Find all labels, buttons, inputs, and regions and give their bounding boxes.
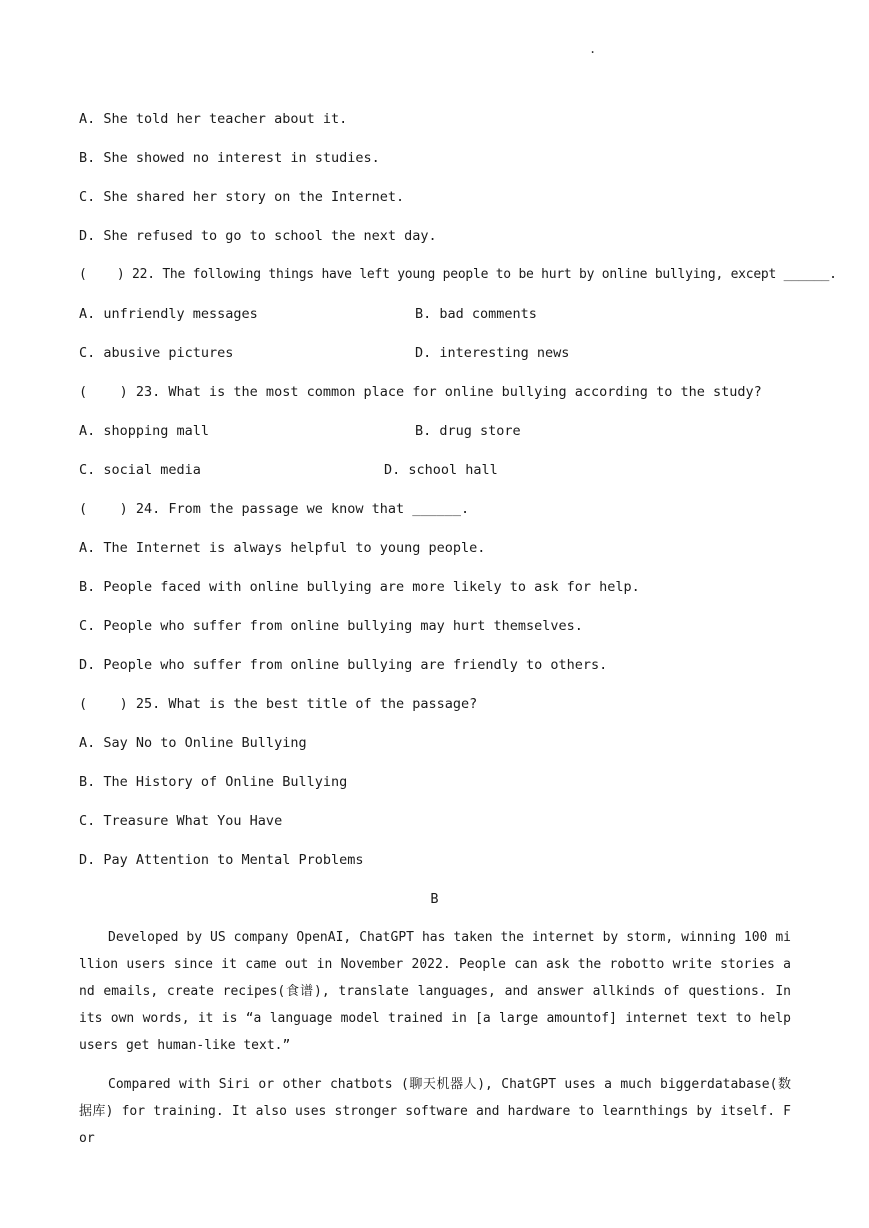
q23-option-b: B. drug store <box>415 423 521 439</box>
q22-option-d: D. interesting news <box>415 345 570 361</box>
q22-stem: ( ) 22. The following things have left young people to be hurt by online bullying, except ______. <box>79 267 837 282</box>
q24-option-b: B. People faced with online bullying are more likely to ask for help. <box>79 579 640 595</box>
q21-option-b: B. She showed no interest in studies. <box>79 150 380 166</box>
q22-option-c: C. abusive pictures <box>79 345 234 361</box>
q25-option-d: D. Pay Attention to Mental Problems <box>79 852 364 868</box>
q24-option-a: A. The Internet is always helpful to young people. <box>79 540 486 556</box>
q21-option-d: D. She refused to go to school the next day. <box>79 228 437 244</box>
q23-option-a: A. shopping mall <box>79 423 210 439</box>
q23-stem: ( ) 23. What is the most common place for online bullying according to the study? <box>79 384 762 400</box>
section-b-heading: B <box>430 891 439 907</box>
q21-option-a: A. She told her teacher about it. <box>79 111 348 127</box>
q24-stem: ( ) 24. From the passage we know that ______. <box>79 501 470 517</box>
q24-option-c: C. People who suffer from online bullying may hurt themselves. <box>79 618 583 634</box>
q25-stem: ( ) 25. What is the best title of the passage? <box>79 696 478 712</box>
q24-option-d: D. People who suffer from online bullying are friendly to others. <box>79 657 608 673</box>
q22-option-a: A. unfriendly messages <box>79 306 258 322</box>
section-b-paragraph-1: Developed by US company OpenAI, ChatGPT has taken the internet by storm, winning 100 million users since it came out in November 2022. People can ask the robotto write stories and emails, create recipes(食谱), translate languages, and answer allkinds of questions. In its own words, it is “a language model trained in [a large amountof] internet text to help users get human-like text.” <box>79 930 791 1053</box>
section-b-paragraph-2: Compared with Siri or other chatbots (聊天机器人), ChatGPT uses a much biggerdatabase(数据库) for training. It also uses stronger software and hardware to learnthings by itself. For <box>79 1077 791 1146</box>
q25-option-a: A. Say No to Online Bullying <box>79 735 307 751</box>
q25-option-b: B. The History of Online Bullying <box>79 774 348 790</box>
q23-option-d: D. school hall <box>384 462 498 478</box>
q25-option-c: C. Treasure What You Have <box>79 813 283 829</box>
q21-option-c: C. She shared her story on the Internet. <box>79 189 405 205</box>
page-mark: . <box>589 42 597 56</box>
q23-option-c: C. social media <box>79 462 201 478</box>
q22-option-b: B. bad comments <box>415 306 537 322</box>
